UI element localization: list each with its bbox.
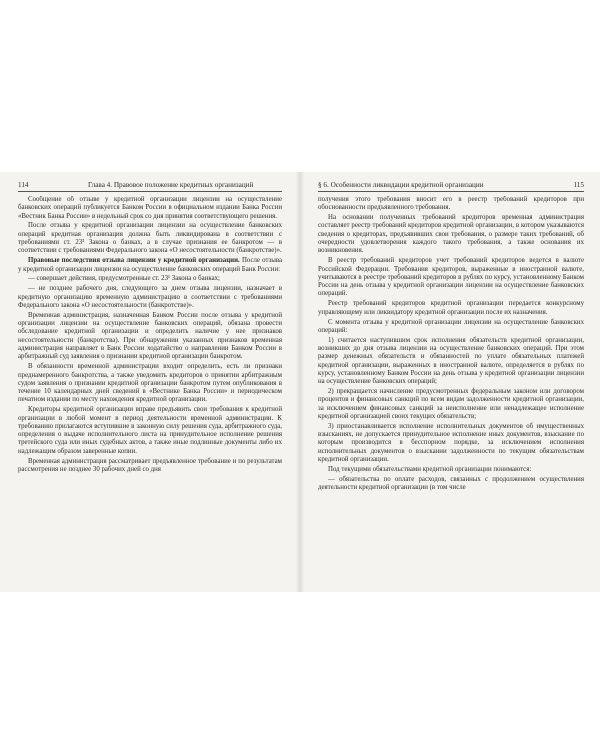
list-item: — не позднее рабочего дня, следующего за днем отзыва лицензии, назначает в кредитную организацию временную администрацию в соответствии с требованиями Федерального закона «О несостоятельности (банкротстве)». bbox=[18, 285, 282, 309]
page-number: 115 bbox=[573, 181, 584, 189]
paragraph: Сообщение об отзыве у кредитной организации лицензии на осуществление банковских операций публикуется Банком России в официальном издании Банка России «Вестник Банка России» в недельный срок со дня принятия соответствующего решения. bbox=[18, 196, 282, 220]
paragraph: Временная администрация рассматривает предъявленное требование и по результатам рассмотрения не позднее 30 рабочих дней со дня bbox=[18, 457, 282, 473]
paragraph: В обязанности временной администрации входит определить, есть ли признаки преднамеренного банкротства, а также уведомить кредиторов о принятии арбитражным судом заявления о признании кредитной организации банкротом путем опубликования в течение 10 календарных дней сведений в «Вестнике Банка России» и периодическом печатном издании по месту нахождения кредитной организации. bbox=[18, 363, 282, 404]
paragraph: Под текущими обязательствами кредитной организации понимаются: bbox=[328, 465, 532, 473]
paragraph: получения этого требования вносит его в реестр требований кредиторов при обоснованности предъявленного требования. bbox=[318, 196, 584, 212]
running-head bbox=[18, 179, 282, 192]
right-page bbox=[318, 172, 584, 592]
paragraph: Кредиторы кредитной организации вправе предъявить свои требования к кредитной организации в любой момент в период деятельности временной администрации. К требованию прилагаются вступившие в законную силу решения суда, арбитражного суда, определения о выдаче исполнительного листа на принудительное исполнение решения третейского суда или иных судебных актов, а также иные подлинные документы либо их надлежащим образом заверенные копии. bbox=[18, 406, 282, 455]
paragraph: На основании полученных требований кредиторов временная администрация составляет реестр требований кредиторов кредитной организации, в котором указываются сведения о кредиторах, предъявивших свои требования, о размере таких требований, об очередности удовлетворения каждого такого требования, а также основания их возникновения. bbox=[318, 214, 584, 255]
paragraph-with-heading bbox=[18, 257, 282, 274]
page-body bbox=[318, 196, 584, 592]
chapter-title: Глава 4. Правовое положение кредитных организаций bbox=[88, 181, 254, 189]
book-gutter bbox=[296, 172, 304, 592]
list-item: 1) считается наступившим срок исполнения обязательств кредитной организации, возникших до дня отзыва лицензии на осуществление банковских операций. При этом размер денежных обязательств и обязанностей по уплате обязательных платежей кредитной организации, выраженных в иностранной валюте, определяется в рублях по курсу, установленному Банком России на день отзыва у кредитной организации лицензии на осуществление банковских операций; bbox=[318, 336, 584, 386]
page-number: 114 bbox=[18, 181, 29, 189]
left-page bbox=[18, 172, 282, 592]
list-item: 2) прекращается начисление предусмотренных федеральным законом или договором процентов и финансовых санкций по всем видам задолженности кредитной организации, за исключением финансовых санкций за неисполнение или ненадлежащее исполнение кредитной организацией своих текущих обязательств; bbox=[318, 388, 584, 420]
book-spread bbox=[0, 172, 600, 592]
paragraph: Временная администрация, назначенная Банком России после отзыва у кредитной организации лицензии на осуществление банковских операций, обязана провести обследование кредитной организации и определить наличие у нее признаков несостоятельности (банкротства). При обнаружении указанных признаков временная администрация направляет в Банк России ходатайство о направлении Банком России в арбитражный суд заявления о признании кредитной организации банкротом. bbox=[18, 311, 282, 361]
paragraph: Реестр требований кредиторов кредитной организации передается конкурсному управляющему или ликвидатору кредитной организации после их назначения. bbox=[318, 300, 584, 316]
running-head bbox=[318, 179, 584, 192]
list-item: 3) приостанавливается исполнение исполнительных документов об имущественных взысканиях, не допускается принудительное исполнение иных документов, взыскание по которым производится в бесспорном порядке, за исключением исполнения исполнительных документов о взыскании задолженности по текущим обязательствам кредитной организации. bbox=[318, 422, 584, 464]
paragraph: С момента отзыва у кредитной организации лицензии на осуществление банковских операций: bbox=[318, 318, 584, 334]
paragraph: После отзыва у кредитной организации лицензии на осуществление банковских операций кредитная организация должна быть ликвидирована в соответствии с требованиями ст. 23³ Закона о банках, а в случае признания ее банкротом — в соответствии с требованиями Федерального закона «О несостоятельности (банкротстве)». bbox=[18, 222, 282, 255]
paragraph: В реестр требований кредиторов учет требований кредиторов ведется в валюте Российской Федерации. Требования кредиторов, выраженные в иностранной валюте, учитываются в реестре требований кредиторов в рублях по курсу, установленному Банком России на день отзыва у кредитной организации лицензии на осуществление банковских операций. bbox=[318, 257, 584, 298]
section-heading: Правовые последствия отзыва лицензии у кредитной организации. bbox=[28, 257, 240, 265]
page-body bbox=[18, 196, 282, 592]
list-item: — обязательства по оплате расходов, связанных с продолжением осуществления деятельности кредитной организации (в том числе bbox=[318, 475, 584, 492]
section-title: § 6. Особенности ликвидации кредитной организации bbox=[318, 181, 484, 189]
list-item: — совершает действия, предусмотренные ст. 23¹ Закона о банках; bbox=[28, 275, 220, 283]
paragraph-text: После отзыва у кредитной организации лицензии на осуществление банковских операций Банк России: bbox=[18, 257, 282, 273]
